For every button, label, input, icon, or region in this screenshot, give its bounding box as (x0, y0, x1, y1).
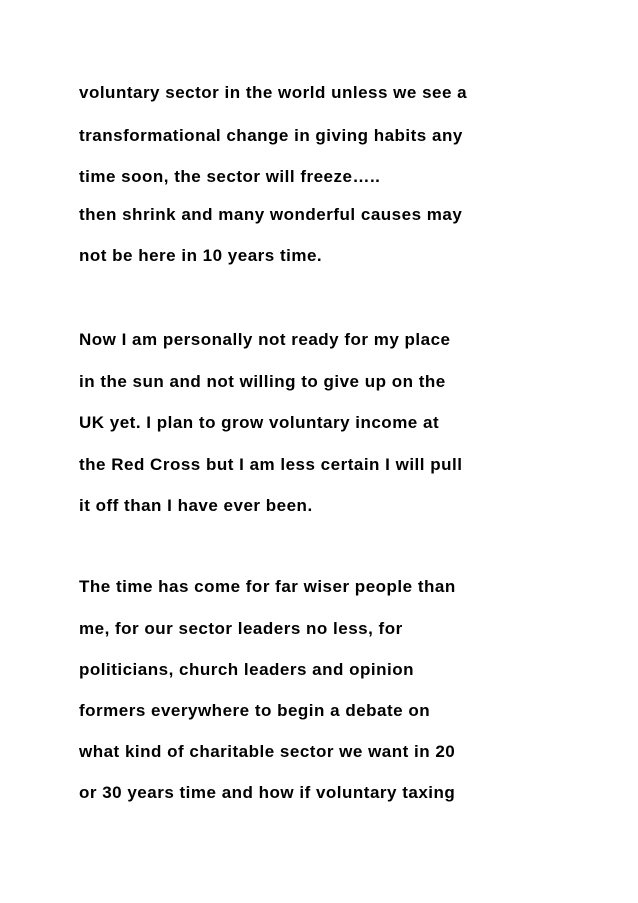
paragraph-1-line-3: time soon, the sector will freeze….. (79, 167, 381, 186)
paragraph-1-line-5: not be here in 10 years time. (79, 246, 323, 265)
paragraph-2-line-4: the Red Cross but I am less certain I will pull (79, 455, 463, 474)
paragraph-1-line-4: then shrink and many wonderful causes may (79, 205, 463, 224)
paragraph-2-line-2: in the sun and not willing to give up on the (79, 372, 446, 391)
paragraph-3-line-1: The time has come for far wiser people than (79, 577, 456, 596)
paragraph-3-line-2: me, for our sector leaders no less, for (79, 619, 403, 638)
paragraph-1-line-1: voluntary sector in the world unless we see a (79, 83, 468, 102)
paragraph-3-line-4: formers everywhere to begin a debate on (79, 701, 431, 720)
paragraph-3-line-6: or 30 years time and how if voluntary taxing (79, 783, 456, 802)
paragraph-2-line-1: Now I am personally not ready for my place (79, 330, 451, 349)
paragraph-3-line-5: what kind of charitable sector we want in 20 (79, 742, 456, 761)
paragraph-1-line-2: transformational change in giving habits any (79, 126, 463, 145)
paragraph-2-line-3: UK yet. I plan to grow voluntary income at (79, 413, 440, 432)
paragraph-3-line-3: politicians, church leaders and opinion (79, 660, 414, 679)
paragraph-2-line-5: it off than I have ever been. (79, 496, 313, 515)
